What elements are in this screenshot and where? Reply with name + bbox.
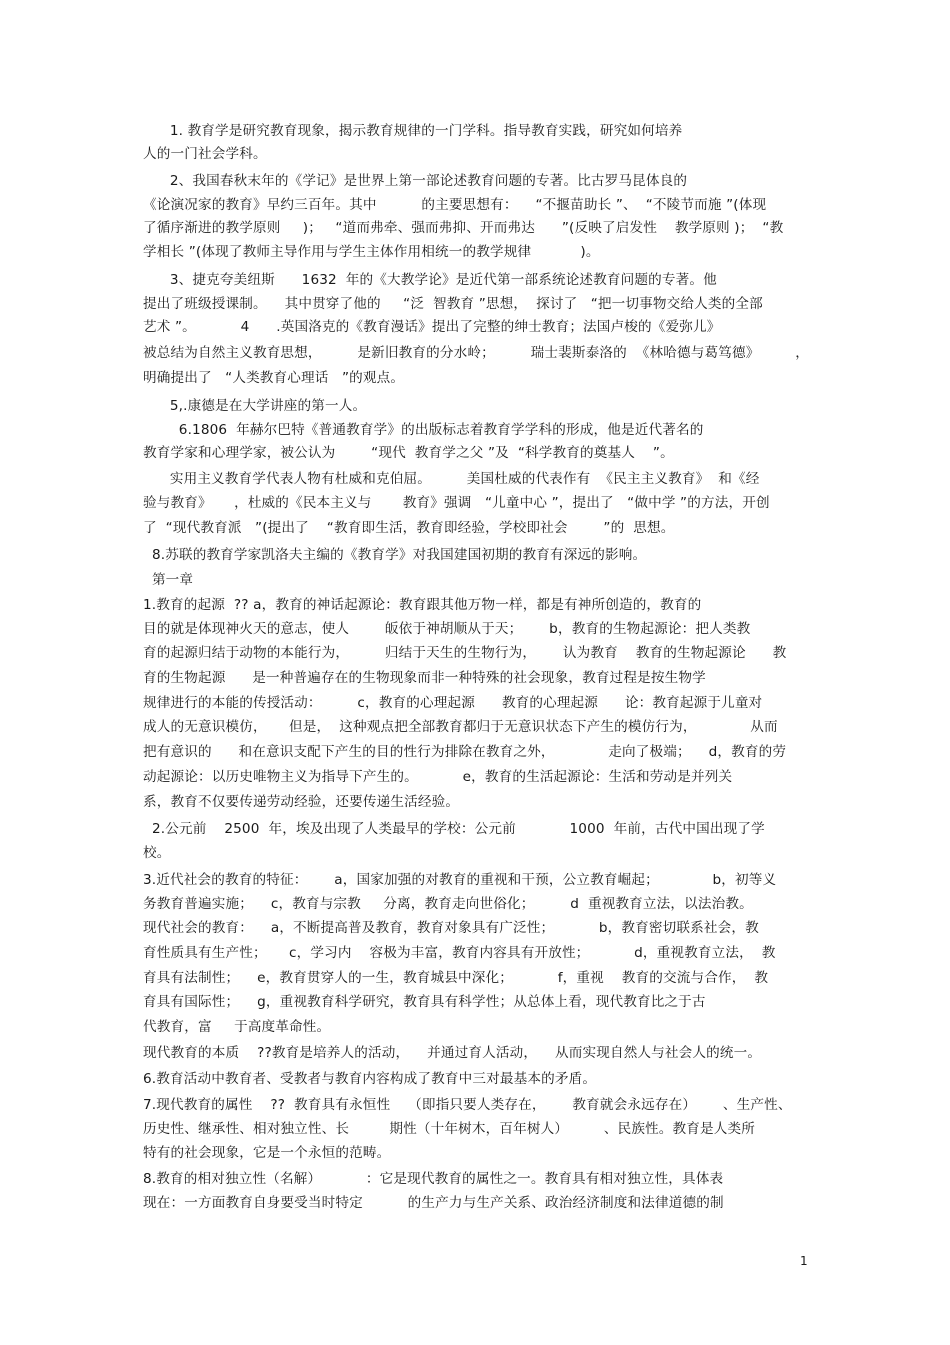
text-line: 育的生物起源 是一种普遍存在的生物现象而非一种特殊的社会现象，教育过程是按生物学 (143, 670, 706, 686)
text-line: 育性质具有生产性； c，学习内 容极为丰富，教育内容具有开放性； d，重视教育立法， 教 (143, 945, 776, 961)
text-line: 规律进行的本能的传授活动： c，教育的心理起源 教育的心理起源 论：教育起源于儿童对 (143, 695, 763, 711)
text-line: 第一章 (143, 572, 194, 588)
text-line: 3.近代社会的教育的特征： a，国家加强的对教育的重视和干预，公立教育崛起； b，初等义 (143, 872, 777, 888)
text-line: 了循序渐进的教学原则 )； “道而弗牵、强而弗抑、开而弗达 ”(反映了启发性 教学原则 )； “教 (143, 220, 784, 236)
text-line: 《论演况家的教育》早约三百年。其中 的主要思想有： “不揠苗助长 ”、 “不陵节而施 ”(体现 (143, 197, 767, 213)
text-line: 2.公元前 2500 年，埃及出现了人类最早的学校：公元前 1000 年前，古代中国出现了学 (143, 821, 765, 837)
text-line: 教育学家和心理学家，被公认为 “现代 教育学之父 ”及 “科学教育的奠基人 ”。 (143, 445, 674, 461)
text-line: 学相长 ”(体现了教师主导作用与学生主体作用相统一的教学规律 )。 (143, 244, 600, 260)
text-line: 2、我国春秋末年的《学记》是世界上第一部论述教育问题的专著。比古罗马昆体良的 (143, 173, 688, 189)
text-line: 7.现代教育的属性 ?? 教育具有永恒性 （即指只要人类存在， 教育就会永远存在） 、生产性、 (143, 1097, 792, 1113)
text-line: 1.教育的起源 ?? a，教育的神话起源论：教育跟其他万物一样，都是有神所创造的，教育的 (143, 597, 702, 613)
text-line: 把有意识的 和在意识支配下产生的目的性行为排除在教育之外， 走向了极端； d，教育的劳 (143, 744, 787, 760)
text-line: 提出了班级授课制。 其中贯穿了他的 “泛 智教育 ”思想， 探讨了 “把一切事物交给人类的全部 (143, 296, 763, 312)
text-line: 务教育普遍实施； c，教育与宗教 分离，教育走向世俗化； d 重视教育立法，以法治教。 (143, 896, 753, 912)
text-line: 动起源论：以历史唯物主义为指导下产生的。 e，教育的生活起源论：生活和劳动是并列关 (143, 769, 733, 785)
page-number: 1 (800, 1254, 808, 1268)
text-line: 艺术 ”。 4 .英国洛克的《教育漫话》提出了完整的绅士教育；法国卢梭的《爱弥儿》 (143, 319, 721, 335)
text-line: 实用主义教育学代表人物有杜威和克伯屈。 美国杜威的代表作有 《民主主义教育》 和《经 (143, 471, 760, 487)
text-line: 8.教育的相对独立性（名解） ：它是现代教育的属性之一。教育具有相对独立性，具体表 (143, 1171, 724, 1187)
text-line: 特有的社会现象，它是一个永恒的范畴。 (143, 1145, 391, 1161)
text-line: 现在：一方面教育自身要受当时特定 的生产力与生产关系、政治经济制度和法律道德的制 (143, 1195, 724, 1211)
text-line: 现代教育的本质 ??教育是培养人的活动， 并通过育人活动， 从而实现自然人与社会人的统一。 (143, 1045, 762, 1061)
text-line: 成人的无意识模仿， 但是， 这种观点把全部教育都归于无意识状态下产生的模仿行为， 从而 (143, 719, 778, 735)
text-line: 育具有国际性； g，重视教育科学研究，教育具有科学性；从总体上看，现代教育比之于古 (143, 994, 706, 1010)
text-line: 了 “现代教育派 ”(提出了 “教育即生活，教育即经验，学校即社会 ”的 思想。 (143, 520, 675, 536)
text-line: 目的就是体现神火天的意志，使人 皈依于神胡顺从于天； b，教育的生物起源论：把人类教 (143, 621, 751, 637)
text-line: 6.教育活动中教育者、受教者与教育内容构成了教育中三对最基本的矛盾。 (143, 1071, 597, 1087)
text-line: 现代社会的教育： a，不断提高普及教育，教育对象具有广泛性； b，教育密切联系社会，教 (143, 920, 759, 936)
text-line: 育具有法制性； e，教育贯穿人的一生，教育城县中深化； f，重视 教育的交流与合作， 教 (143, 970, 769, 986)
text-line: 3、捷克夸美纽斯 1632 年的《大教学论》是近代第一部系统论述教育问题的专著。他 (143, 272, 717, 288)
text-line: 系，教育不仅要传递劳动经验，还要传递生活经验。 (143, 794, 460, 810)
text-line: 被总结为自然主义教育思想， 是新旧教育的分水岭； 瑞士裴斯泰洛的 《林哈德与葛笃德》 ， (143, 345, 809, 361)
text-line: 1. 教育学是研究教育现象，揭示教育规律的一门学科。指导教育实践，研究如何培养 (143, 123, 683, 139)
text-line: 验与教育》 ，杜威的《民本主义与 教育》强调 “儿童中心 ”，提出了 “做中学 ”的方法，开创 (143, 495, 770, 511)
text-line: 校。 (143, 845, 171, 861)
text-line: 育的起源归结于动物的本能行为， 归结于天生的生物行为， 认为教育 教育的生物起源论 教 (143, 645, 787, 661)
text-line: 代教育，富 于高度革命性。 (143, 1019, 331, 1035)
text-line: 8.苏联的教育学家凯洛夫主编的《教育学》对我国建国初期的教育有深远的影响。 (143, 547, 647, 563)
text-line: 历史性、继承性、相对独立性、长 期性（十年树木，百年树人） 、民族性。教育是人类所 (143, 1121, 756, 1137)
text-line: 人的一门社会学科。 (143, 146, 267, 162)
text-line: 6.1806 年赫尔巴特《普通教育学》的出版标志着教育学学科的形成，他是近代著名的 (143, 422, 704, 438)
text-line: 5,.康德是在大学讲座的第一人。 (143, 398, 367, 414)
text-line: 明确提出了 “人类教育心理话 ”的观点。 (143, 370, 405, 386)
